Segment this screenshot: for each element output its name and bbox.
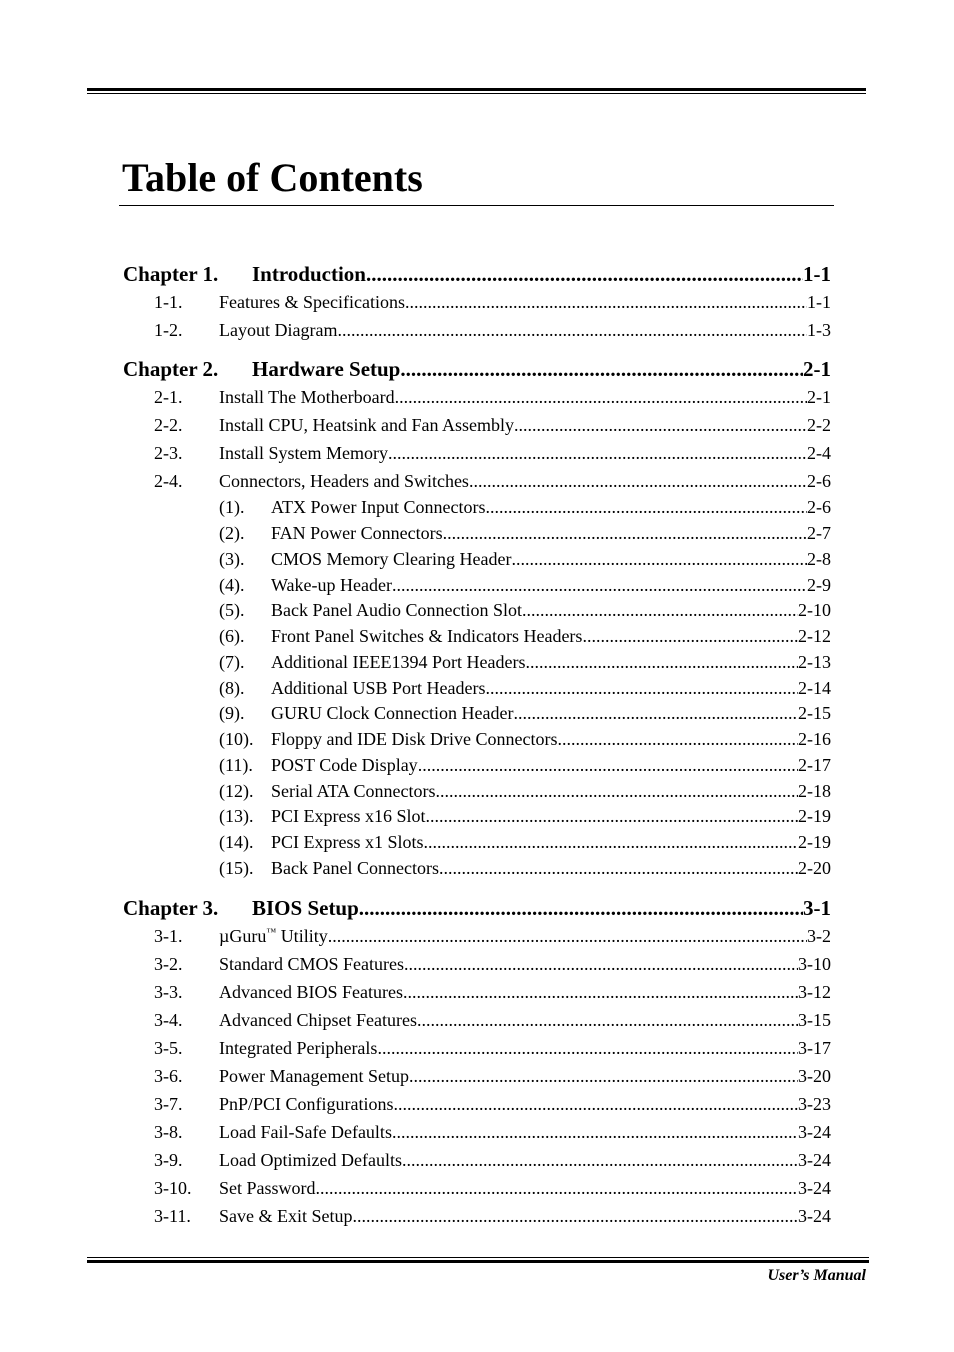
page-number: 3-24: [798, 1150, 831, 1170]
page-number: 2-4: [807, 443, 831, 463]
toc-subentry-6[interactable]: [219, 626, 831, 647]
toc-entry-3-3[interactable]: [154, 982, 831, 1003]
dot-leader: [485, 678, 798, 699]
entry-number: (8).: [219, 678, 245, 698]
entry-title: Load Fail-Safe Defaults: [219, 1122, 392, 1142]
entry-title: Standard CMOS Features: [219, 954, 404, 974]
entry-number: 3-3.: [154, 982, 183, 1002]
page-title: Table of Contents: [122, 155, 423, 200]
chapter-number: Chapter 1.: [123, 262, 219, 286]
page-number: 2-8: [807, 549, 831, 569]
chapter-number: Chapter 3.: [123, 896, 219, 920]
toc-entry-2-4[interactable]: [154, 471, 831, 492]
page-number: 2-2: [807, 415, 831, 435]
entry-title: Power Management Setup: [219, 1066, 409, 1086]
entry-number: (2).: [219, 523, 245, 543]
dot-leader: [316, 1178, 798, 1199]
entry-number: 2-2.: [154, 415, 183, 435]
dot-leader: [511, 549, 807, 570]
page-number: 2-18: [798, 781, 831, 801]
page-number: 1-3: [807, 320, 831, 340]
dot-leader: [403, 982, 798, 1003]
entry-number: 1-2.: [154, 320, 183, 340]
page-number: 2-6: [807, 471, 831, 491]
toc-chapter-1[interactable]: [123, 262, 831, 287]
entry-number: (15).: [219, 858, 254, 878]
entry-number: (3).: [219, 549, 245, 569]
dot-leader: [405, 292, 807, 313]
entry-title: Additional IEEE1394 Port Headers: [271, 652, 526, 672]
entry-number: (7).: [219, 652, 245, 672]
toc-entry-2-3[interactable]: [154, 443, 831, 464]
toc-entry-3-11[interactable]: [154, 1206, 831, 1227]
entry-number: 3-10.: [154, 1178, 192, 1198]
entry-title: Front Panel Switches & Indicators Headers: [271, 626, 583, 646]
dot-leader: [513, 703, 798, 724]
toc-entry-3-9[interactable]: [154, 1150, 831, 1171]
toc-subentry-2[interactable]: [219, 523, 831, 544]
dot-leader: [400, 357, 803, 382]
entry-title: FAN Power Connectors: [271, 523, 443, 543]
page-number: 2-6: [807, 497, 831, 517]
page-number: 3-10: [798, 954, 831, 974]
dot-leader: [395, 387, 807, 408]
entry-number: 3-6.: [154, 1066, 183, 1086]
page-number: 3-12: [798, 982, 831, 1002]
page-number: 3-1: [803, 896, 831, 920]
dot-leader: [418, 755, 798, 776]
dot-leader: [337, 320, 807, 341]
dot-leader: [353, 1206, 799, 1227]
page-number: 2-9: [807, 575, 831, 595]
dot-leader: [388, 443, 807, 464]
entry-number: 3-8.: [154, 1122, 183, 1142]
dot-leader: [424, 832, 798, 853]
entry-title: Floppy and IDE Disk Drive Connectors: [271, 729, 558, 749]
dot-leader: [426, 806, 798, 827]
chapter-number: Chapter 2.: [123, 357, 219, 381]
page-number: 2-15: [798, 703, 831, 723]
toc-subentry-11[interactable]: [219, 755, 831, 776]
toc-chapter-3[interactable]: [123, 896, 831, 921]
entry-number: (5).: [219, 600, 245, 620]
page-number: 3-2: [807, 926, 831, 946]
toc-subentry-15[interactable]: [219, 858, 831, 879]
toc-subentry-4[interactable]: [219, 575, 831, 596]
entry-title: Back Panel Audio Connection Slot: [271, 600, 522, 620]
entry-title-rest: Utility: [276, 926, 328, 946]
toc-subentry-10[interactable]: [219, 729, 831, 750]
dot-leader: [525, 652, 798, 673]
entry-title: Integrated Peripherals: [219, 1038, 378, 1058]
dot-leader: [557, 729, 798, 750]
dot-leader: [366, 262, 803, 287]
dot-leader: [514, 415, 807, 436]
toc-entry-3-2[interactable]: [154, 954, 831, 975]
toc-subentry-3[interactable]: [219, 549, 831, 570]
dot-leader: [409, 1066, 798, 1087]
entry-title: Serial ATA Connectors: [271, 781, 436, 801]
toc-subentry-14[interactable]: [219, 832, 831, 853]
dot-leader: [404, 954, 798, 975]
page-number: 2-20: [798, 858, 831, 878]
dot-leader: [469, 471, 807, 492]
page-number: 2-19: [798, 806, 831, 826]
page-number: 2-13: [798, 652, 831, 672]
dot-leader: [392, 575, 807, 596]
page-number: 1-1: [803, 262, 831, 286]
dot-leader: [377, 1038, 798, 1059]
dot-leader: [359, 896, 803, 921]
entry-title: Back Panel Connectors: [271, 858, 439, 878]
dot-leader: [417, 1010, 798, 1031]
entry-title: ATX Power Input Connectors: [271, 497, 486, 517]
page-number: 2-12: [798, 626, 831, 646]
toc-subentry-8[interactable]: [219, 678, 831, 699]
entry-number: 3-2.: [154, 954, 183, 974]
dot-leader: [522, 600, 798, 621]
entry-number: 2-4.: [154, 471, 183, 491]
toc-entry-3-4[interactable]: [154, 1010, 831, 1031]
entry-number: 3-11.: [154, 1206, 191, 1226]
entry-number: 3-7.: [154, 1094, 183, 1114]
entry-number: (10).: [219, 729, 254, 749]
toc-subentry-13[interactable]: [219, 806, 831, 827]
toc-entry-3-8[interactable]: [154, 1122, 831, 1143]
entry-title: Save & Exit Setup: [219, 1206, 353, 1226]
dot-leader: [402, 1150, 798, 1171]
page-number: 2-1: [803, 357, 831, 381]
entry-number: 2-1.: [154, 387, 183, 407]
entry-title: Install System Memory: [219, 443, 388, 463]
entry-title: Set Password: [219, 1178, 316, 1198]
chapter-title: Hardware Setup: [252, 357, 401, 381]
entry-title: Wake-up Header: [271, 575, 392, 595]
page-number: 3-24: [798, 1178, 831, 1198]
page-number: 2-19: [798, 832, 831, 852]
chapter-title: BIOS Setup: [252, 896, 359, 920]
header-rule-thick: [87, 88, 866, 91]
toc-entry-3-1[interactable]: [154, 926, 831, 947]
entry-title: Install The Motherboard: [219, 387, 395, 407]
dot-leader: [443, 523, 807, 544]
entry-title: GURU Clock Connection Header: [271, 703, 514, 723]
entry-number: 2-3.: [154, 443, 183, 463]
page-number: 3-24: [798, 1122, 831, 1142]
dot-leader: [582, 626, 798, 647]
toc-entry-2-2[interactable]: [154, 415, 831, 436]
page-number: 3-20: [798, 1066, 831, 1086]
toc-entry-3-5[interactable]: [154, 1038, 831, 1059]
entry-title: Features & Specifications: [219, 292, 405, 312]
toc-entry-3-10[interactable]: [154, 1178, 831, 1199]
page-number: 2-14: [798, 678, 831, 698]
dot-leader: [392, 1122, 798, 1143]
entry-number: (13).: [219, 806, 254, 826]
page-number: 2-16: [798, 729, 831, 749]
entry-number: (9).: [219, 703, 245, 723]
page-number: 3-17: [798, 1038, 831, 1058]
title-underline: [119, 205, 834, 206]
toc-entry-1-1[interactable]: [154, 292, 831, 313]
entry-number: 3-4.: [154, 1010, 183, 1030]
toc-entry-3-6[interactable]: [154, 1066, 831, 1087]
entry-number: 1-1.: [154, 292, 183, 312]
entry-title-main: µGuru: [219, 926, 267, 946]
page-number: 2-17: [798, 755, 831, 775]
entry-number: (4).: [219, 575, 245, 595]
dot-leader: [436, 781, 798, 802]
entry-title: PCI Express x16 Slot: [271, 806, 426, 826]
entry-title: Load Optimized Defaults: [219, 1150, 402, 1170]
dot-leader: [439, 858, 798, 879]
entry-title: Connectors, Headers and Switches: [219, 471, 469, 491]
entry-number: (11).: [219, 755, 253, 775]
dot-leader: [394, 1094, 798, 1115]
toc-subentry-9[interactable]: [219, 703, 831, 724]
footer-label: User’s Manual: [767, 1267, 866, 1284]
entry-title: POST Code Display: [271, 755, 418, 775]
footer-rule-thick: [87, 1260, 869, 1263]
dot-leader: [485, 497, 807, 518]
entry-title: Layout Diagram: [219, 320, 338, 340]
page-number: 2-7: [807, 523, 831, 543]
toc-chapter-2[interactable]: [123, 357, 831, 382]
entry-number: 3-1.: [154, 926, 183, 946]
page-number: 2-1: [807, 387, 831, 407]
entry-title: PnP/PCI Configurations: [219, 1094, 394, 1114]
entry-number: (1).: [219, 497, 245, 517]
toc-subentry-5[interactable]: [219, 600, 831, 621]
toc-entry-3-7[interactable]: [154, 1094, 831, 1115]
entry-number: (14).: [219, 832, 254, 852]
dot-leader: [328, 926, 807, 947]
toc-subentry-7[interactable]: [219, 652, 831, 673]
chapter-title: Introduction: [252, 262, 366, 286]
footer-rule-thin: [87, 1257, 869, 1258]
page-number: 1-1: [807, 292, 831, 312]
entry-number: 3-9.: [154, 1150, 183, 1170]
trademark-symbol: ™: [266, 927, 277, 938]
page-number: 3-15: [798, 1010, 831, 1030]
entry-number: (12).: [219, 781, 254, 801]
toc-subentry-12[interactable]: [219, 781, 831, 802]
entry-title: PCI Express x1 Slots: [271, 832, 424, 852]
entry-number: 3-5.: [154, 1038, 183, 1058]
page-number: 2-10: [798, 600, 831, 620]
toc-entry-2-1[interactable]: [154, 387, 831, 408]
toc-subentry-1[interactable]: [219, 497, 831, 518]
entry-title: Advanced Chipset Features: [219, 1010, 417, 1030]
entry-title: Install CPU, Heatsink and Fan Assembly: [219, 415, 514, 435]
page-number: 3-24: [798, 1206, 831, 1226]
entry-title: Advanced BIOS Features: [219, 982, 403, 1002]
page-number: 3-23: [798, 1094, 831, 1114]
entry-number: (6).: [219, 626, 245, 646]
entry-title: CMOS Memory Clearing Header: [271, 549, 512, 569]
entry-title: [219, 926, 328, 947]
header-rule-thin: [87, 93, 866, 94]
entry-title: Additional USB Port Headers: [271, 678, 486, 698]
toc-entry-1-2[interactable]: [154, 320, 831, 341]
